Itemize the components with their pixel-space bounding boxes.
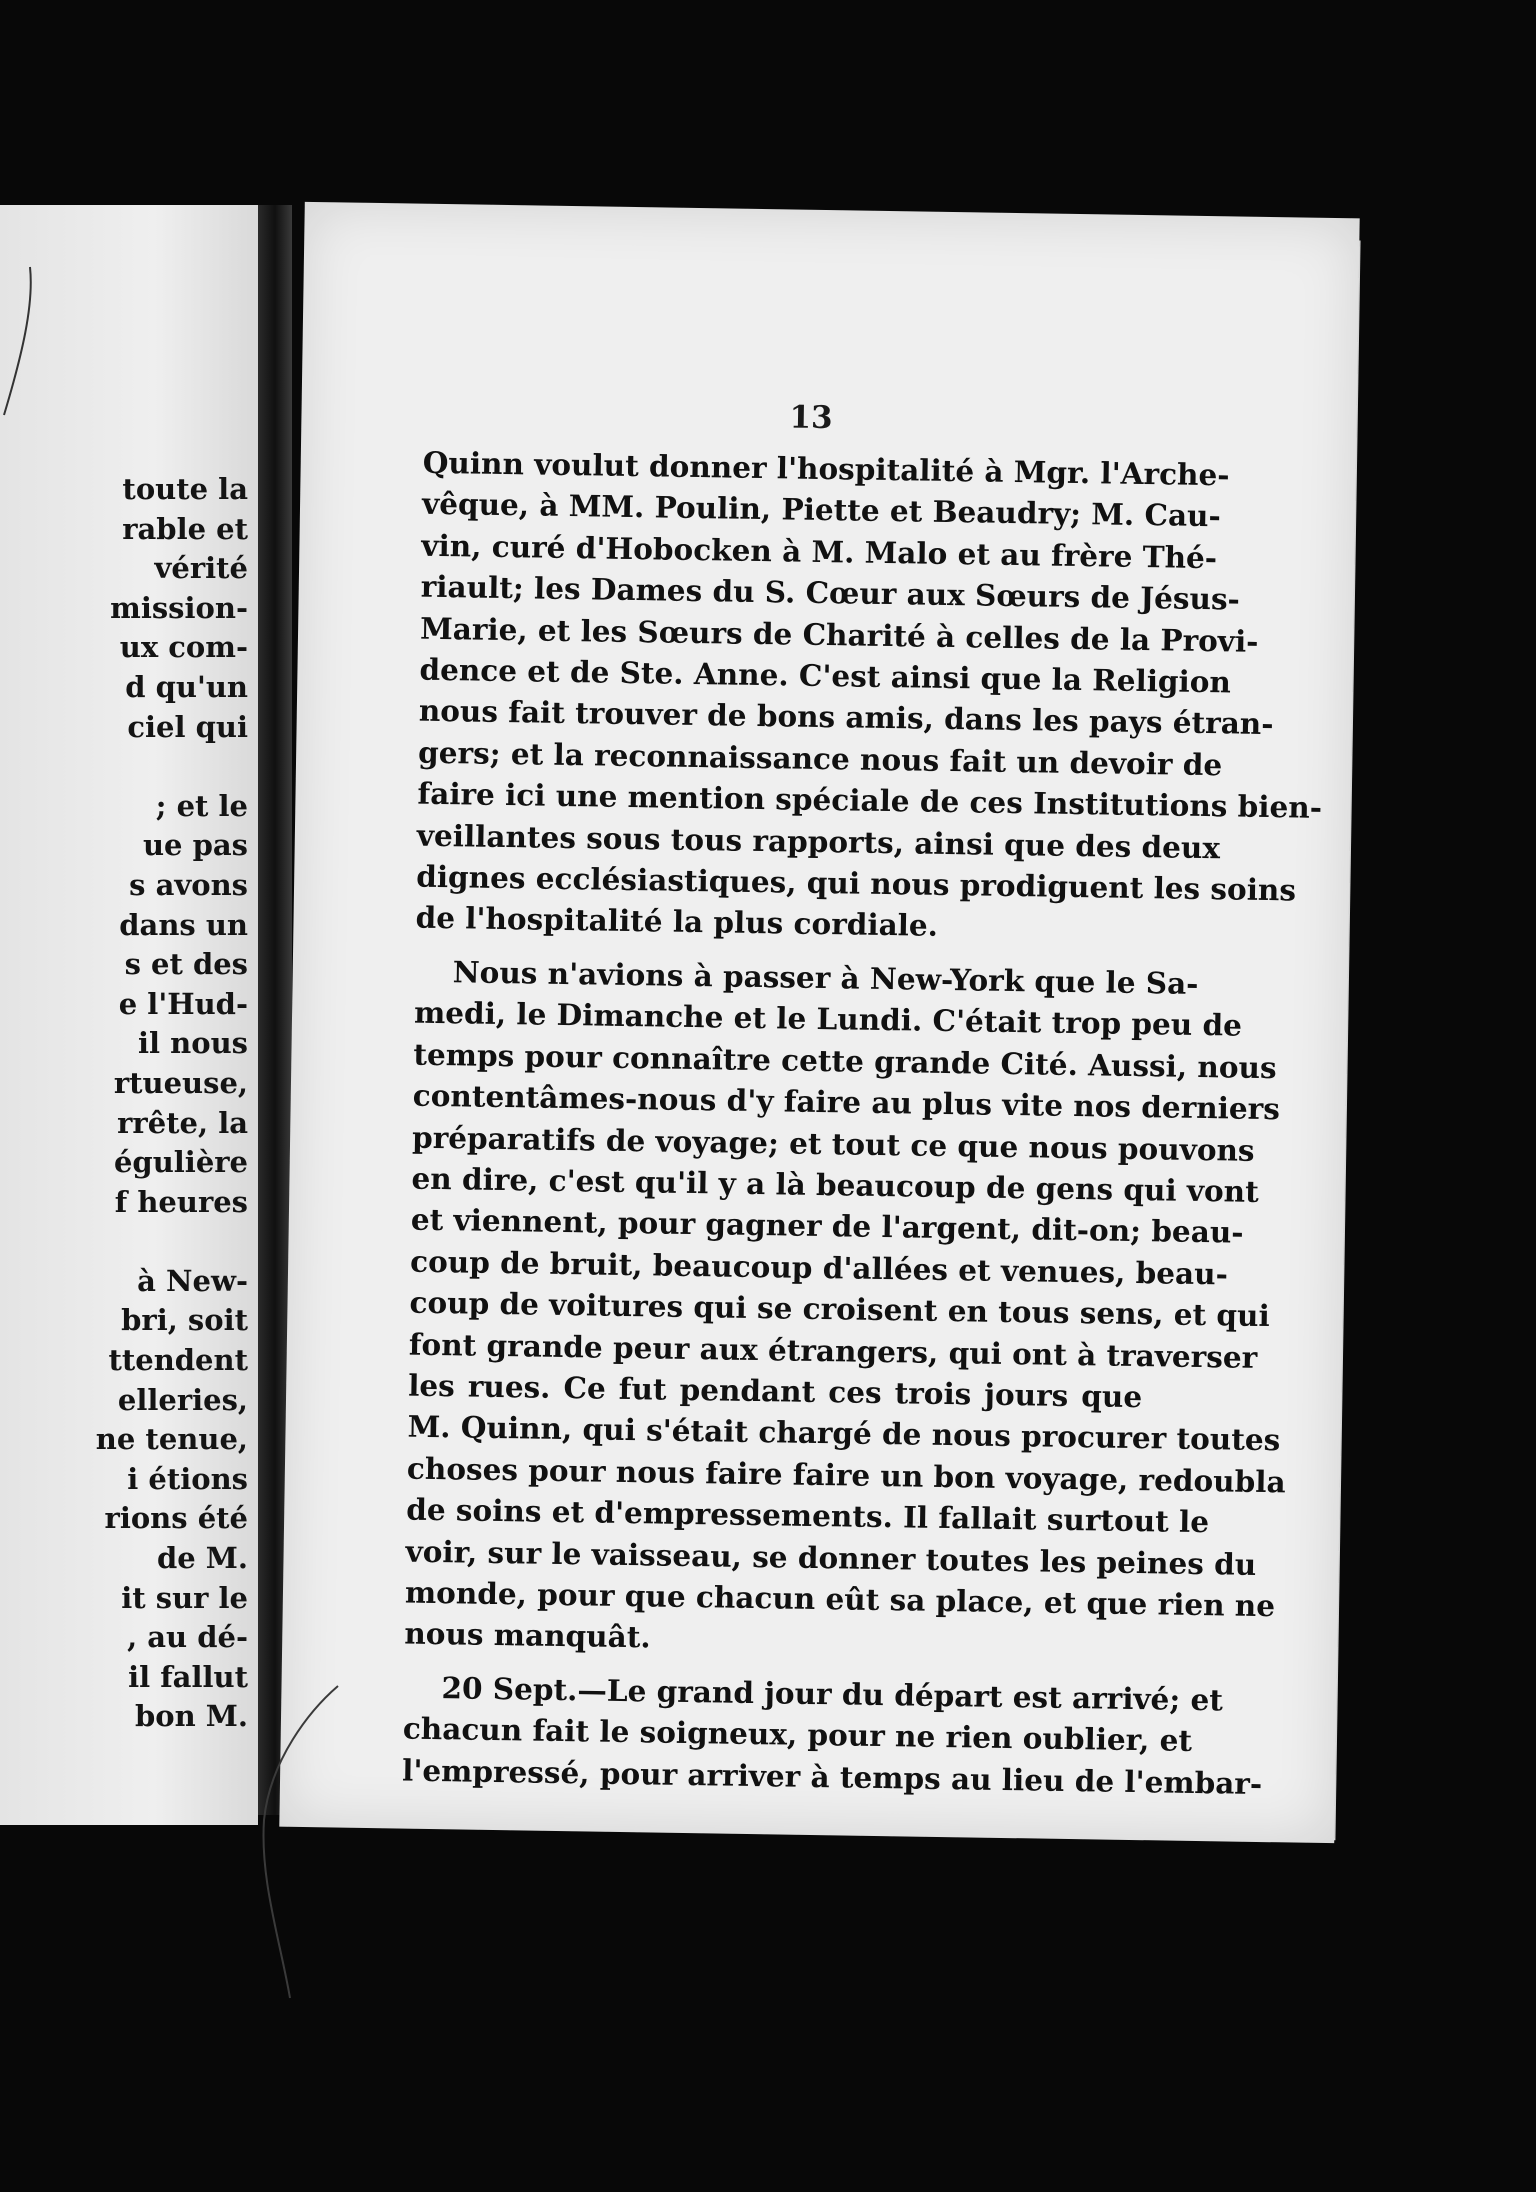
left-text-line: bri, soit	[121, 1303, 248, 1338]
text-line: de l'hospitalité la plus cordiale.	[415, 900, 939, 944]
text-line: medi, le Dimanche et le Lundi. C'était trop peu de	[413, 994, 1243, 1043]
left-text-line: rtueuse,	[113, 1065, 248, 1100]
paragraph	[415, 442, 1323, 950]
margin-pencil-stroke-icon	[250, 1680, 340, 2000]
left-text-line	[8, 1222, 248, 1262]
text-line: riault; les Dames du S. Cœur aux Sœurs de Jésus-	[420, 568, 1241, 617]
left-text-line: ; et le	[155, 788, 248, 823]
text-line: font grande peur aux étrangers, qui ont à traverser	[408, 1326, 1258, 1375]
text-line: préparatifs de voyage; et tout ce que nous pouvons	[411, 1119, 1255, 1168]
left-text-line: rable et	[122, 511, 248, 546]
text-line: contentâmes-nous d'y faire au plus vite nos derniers	[412, 1077, 1281, 1127]
text-line: 20 Sept.—Le grand jour du départ est arrivé; et	[441, 1669, 1224, 1718]
text-line: nous fait trouver de bons amis, dans les pays étran-	[418, 693, 1274, 742]
left-text-line: ux com-	[119, 630, 248, 665]
left-page-text	[8, 470, 248, 1737]
text-line: dignes ecclésiastiques, qui nous prodiguent les soins	[415, 858, 1297, 908]
paragraph	[404, 951, 1286, 1666]
left-text-line: s et des	[124, 947, 248, 982]
left-text-line: bon M.	[135, 1699, 248, 1734]
left-text-line: e l'Hud-	[118, 986, 248, 1021]
left-text-line: f heures	[114, 1184, 248, 1219]
text-line: vêque, à MM. Poulin, Piette et Beaudry; M. Cau-	[421, 486, 1222, 534]
left-text-line: s avons	[129, 867, 248, 902]
text-line: les rues. Ce fut pendant ces trois jours que	[407, 1367, 1143, 1415]
text-line: temps pour connaître cette grande Cité. Aussi, nous	[413, 1036, 1277, 1085]
text-line: chacun fait le soigneux, pour ne rien oublier, et	[402, 1710, 1193, 1759]
text-line: voir, sur le vaisseau, se donner toutes les peines du	[405, 1533, 1257, 1582]
text-line: coup de bruit, beaucoup d'allées et venues, beau-	[409, 1243, 1229, 1292]
text-line: de soins et d'empressements. Il fallait surtout le	[406, 1491, 1210, 1540]
pencil-mark-icon	[0, 265, 40, 425]
text-line: choses pour nous faire faire un bon voyage, redoubla	[406, 1450, 1286, 1500]
left-text-line: vérité	[154, 551, 248, 586]
left-text-line: rions été	[104, 1501, 248, 1536]
left-text-line: ne tenue,	[95, 1422, 248, 1457]
left-text-line: il nous	[138, 1026, 248, 1061]
page-number: 13	[789, 399, 833, 437]
left-text-line: il fallut	[128, 1659, 248, 1694]
text-line: Marie, et les Sœurs de Charité à celles de la Provi-	[419, 610, 1259, 659]
left-text-line: it sur le	[121, 1580, 248, 1615]
text-line: monde, pour que chacun eût sa place, et que rien ne	[404, 1574, 1276, 1624]
left-text-line: ttendent	[108, 1343, 248, 1378]
text-line: vin, curé d'Hobocken à M. Malo et au frère Thé-	[421, 527, 1218, 575]
left-text-line	[8, 747, 248, 787]
text-line: en dire, c'est qu'il y a là beaucoup de gens qui vont	[411, 1160, 1260, 1209]
left-page-fragment	[0, 205, 258, 1825]
text-line: et viennent, pour gagner de l'argent, dit-on; beau-	[410, 1201, 1244, 1250]
text-line: M. Quinn, qui s'était chargé de nous procurer toutes	[407, 1408, 1281, 1458]
text-line: veillantes sous tous rapports, ainsi que des deux	[416, 817, 1221, 865]
left-text-line: à New-	[137, 1263, 248, 1298]
left-text-line: i étions	[127, 1461, 248, 1496]
left-text-line: toute la	[122, 472, 248, 506]
left-text-line: dans un	[119, 907, 248, 942]
left-text-line: d qu'un	[125, 669, 248, 704]
text-line: coup de voitures qui se croisent en tous sens, et qui	[409, 1284, 1271, 1334]
right-page	[279, 202, 1359, 1843]
text-line: Nous n'avions à passer à New-York que le Sa-	[452, 954, 1199, 1001]
left-text-line: égulière	[113, 1145, 248, 1180]
paragraph	[401, 1666, 1263, 1802]
text-line: l'empressé, pour arriver à temps au lieu de l'embar-	[401, 1752, 1263, 1801]
page-body-text	[401, 442, 1323, 1802]
text-line: Quinn voulut donner l'hospitalité à Mgr. l'Arche-	[422, 444, 1230, 493]
left-text-line: elleries,	[117, 1382, 248, 1417]
left-text-line: de M.	[156, 1541, 248, 1576]
left-text-line: mission-	[110, 590, 248, 625]
text-line: nous manquât.	[404, 1615, 651, 1655]
left-text-line: , au dé-	[127, 1620, 248, 1655]
left-text-line: ue pas	[142, 828, 248, 863]
text-line: dence et de Ste. Anne. C'est ainsi que la Religion	[419, 651, 1232, 700]
text-line: faire ici une mention spéciale de ces Institutions bien-	[417, 775, 1323, 826]
left-text-line: rrête, la	[117, 1105, 248, 1140]
left-text-line: ciel qui	[127, 709, 248, 744]
text-line: gers; et la reconnaissance nous fait un devoir de	[417, 734, 1223, 783]
